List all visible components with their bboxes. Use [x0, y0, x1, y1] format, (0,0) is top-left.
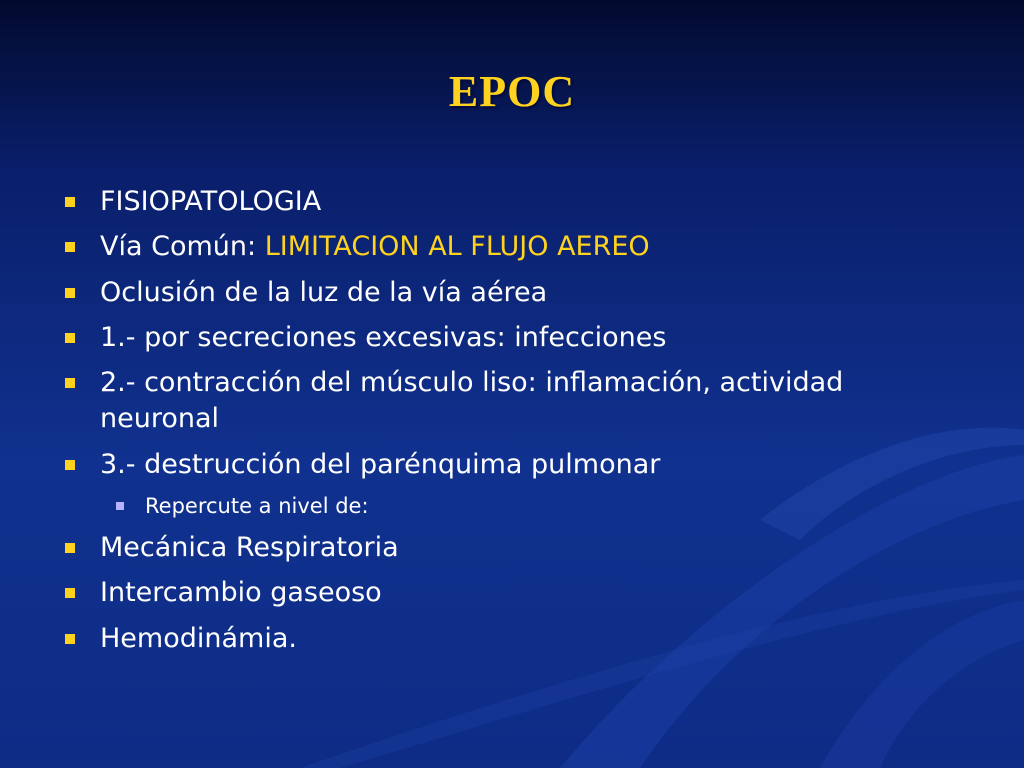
- bullet-text: Oclusión de la luz de la vía aérea: [100, 277, 548, 308]
- bullet-text-line-1: 2.- contracción del músculo liso: inflamación, actividad: [100, 367, 844, 398]
- sub-bullet-square-icon: [116, 502, 124, 510]
- bullet-text: Intercambio gaseoso: [100, 577, 382, 608]
- bullet-text-line-2: neuronal: [100, 403, 220, 434]
- bullet-text: 3.- destrucción del parénquima pulmonar: [100, 449, 661, 480]
- bullet-square-icon: [65, 634, 75, 644]
- bullet-square-icon: [65, 378, 75, 388]
- bullet-highlight-text: LIMITACION AL FLUJO AEREO: [264, 231, 650, 262]
- slide-title: EPOC: [448, 67, 576, 116]
- bullet-square-icon: [65, 197, 75, 207]
- bullet-text: Hemodinámia.: [100, 623, 297, 654]
- sub-bullet-text: Repercute a nivel de:: [145, 494, 369, 518]
- bullet-square-icon: [65, 242, 75, 252]
- bullet-text: 1.- por secreciones excesivas: infecciones: [100, 322, 667, 353]
- bullet-square-icon: [65, 333, 75, 343]
- bullet-text: FISIOPATOLOGIA: [100, 186, 322, 217]
- bullet-text: Mecánica Respiratoria: [100, 532, 399, 563]
- bullet-square-icon: [65, 543, 75, 553]
- bullet-square-icon: [65, 460, 75, 470]
- bullet-text: [100, 231, 650, 263]
- bullet-square-icon: [65, 588, 75, 598]
- bullet-text-prefix: Vía Común:: [100, 231, 265, 262]
- bullet-square-icon: [65, 288, 75, 298]
